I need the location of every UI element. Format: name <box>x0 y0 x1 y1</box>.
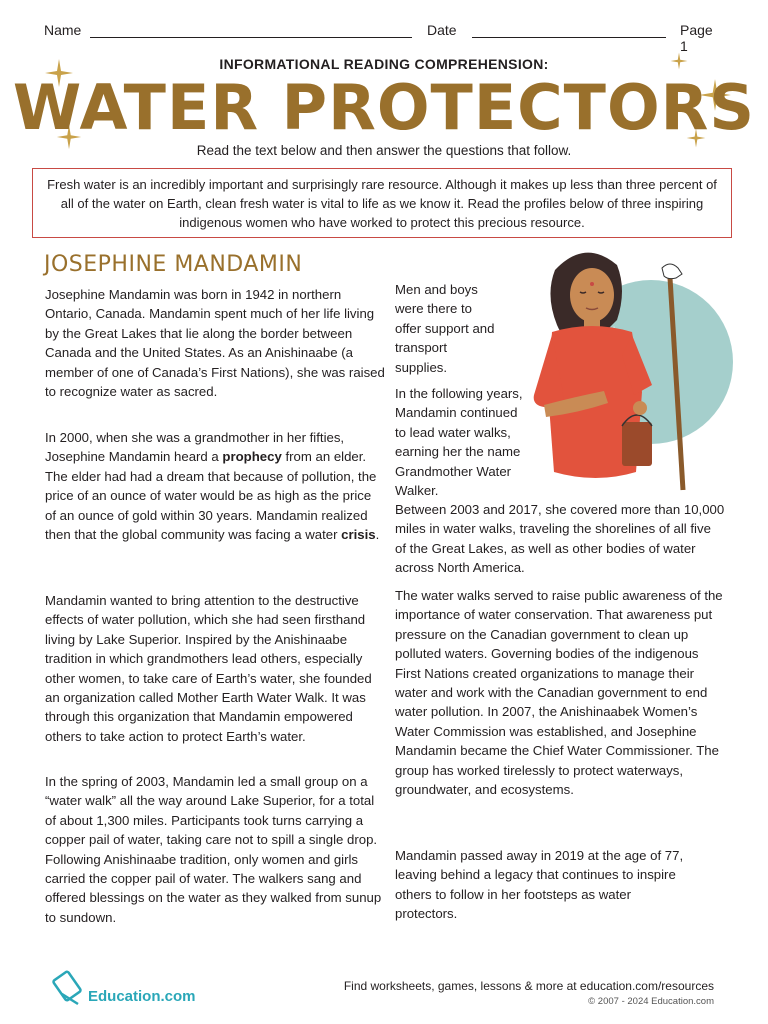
paragraph-4: In the spring of 2003, Mandamin led a small group on a “water walk” all the way around Lake Superior, for a total of about 1,300 miles. Participants took turns carrying a copper pail of water, taking care not to spill a single drop. Following Anishinaabe tradition, only women and girls carried the copper pail of water. The walkers sang and offered blessings on the water as they walked from sunup to sundown. <box>45 774 382 925</box>
paragraph-7: The water walks served to raise public awareness of the importance of water conservation. That awareness put pressure on the Canadian government to clean up polluted waters. Governing bodies of the indigenous First Nations created organizations to manage their water and work with the Canadian government to end water pollution. In 2007, the Anishinaabek Women’s Water Commission was established, and Josephine Mandamin became the Chief Water Commissioner. The group has worked tirelessly to protect waterways, groundwater, and ecosystems. <box>395 588 723 798</box>
paragraph-6-wide: Between 2003 and 2017, she covered more than 10,000 miles in water walks, traveling the shorelines of all five of the Great Lakes, as well as other bodies of water across North America. <box>395 502 725 576</box>
vocab-word-crisis: crisis <box>341 527 376 543</box>
vocab-word-prophecy: prophecy <box>222 449 282 465</box>
water-walker-illustration <box>500 240 740 500</box>
page-number: Page 1 <box>680 22 713 54</box>
education-logo-icon[interactable] <box>52 970 84 1010</box>
date-field[interactable] <box>472 37 666 38</box>
date-label: Date <box>427 22 457 38</box>
intro-box: Fresh water is an incredibly important and surprisingly rare resource. Although it makes up less than three percent of all of the water on Earth, clean fresh water is vital to life as we know it. Read the profiles below of three inspiring indigenous women who have worked to protect this precious resource. <box>32 168 732 238</box>
paragraph-3: Mandamin wanted to bring attention to the destructive effects of water pollution, which she had seen firsthand living by Lake Superior. Inspired by the Anishinaabe tradition in which grandmothers lead others, especially other women, to take care of Earth’s water, she founded an organization called Mother Earth Water Walk. It was through this organization that Mandamin empowered others to take action to protect Earth’s water. <box>45 593 372 744</box>
paragraph-5: Men and boys were there to offer support and transport supplies. <box>395 282 495 375</box>
paragraph-2: In 2000, when she was a grandmother in her fifties, Josephine Mandamin heard a prophecy from an elder. The elder had had a dream that because of pollution, the price of an ounce of water would be as high as the price of an ounce of gold within 30 years. Mandamin realized then that the global community was facing a water crisis. <box>45 430 380 543</box>
section-heading: JOSEPHINE MANDAMIN <box>44 252 303 277</box>
education-logo-text[interactable]: Education.com <box>88 988 196 1005</box>
paragraph-6-narrow: In the following years, Mandamin continued to lead water walks, earning her the name Grandmother Water Walker. <box>395 386 523 499</box>
footer-resources-link[interactable]: Find worksheets, games, lessons & more at education.com/resources <box>343 979 714 993</box>
paragraph-1: Josephine Mandamin was born in 1942 in northern Ontario, Canada. Mandamin spent much of her life living by the Great Lakes that lie along the border between Canada and the United States. As an Anishinaabe (a member of one of Canada’s First Nations), she was raised to recognize water as sacred. <box>45 287 385 400</box>
worksheet-header <box>44 20 724 54</box>
name-label: Name <box>44 22 82 38</box>
name-field[interactable] <box>90 37 412 38</box>
paragraph-8: Mandamin passed away in 2019 at the age of 77, leaving behind a legacy that continues to inspire others to follow in her footsteps as water protectors. <box>395 848 684 922</box>
footer-copyright: © 2007 - 2024 Education.com <box>588 996 714 1007</box>
instructions: Read the text below and then answer the questions that follow. <box>196 143 572 158</box>
worksheet-title: WATER PROTECTORS <box>12 71 756 144</box>
worksheet-subtitle: INFORMATIONAL READING COMPREHENSION: <box>219 56 549 72</box>
